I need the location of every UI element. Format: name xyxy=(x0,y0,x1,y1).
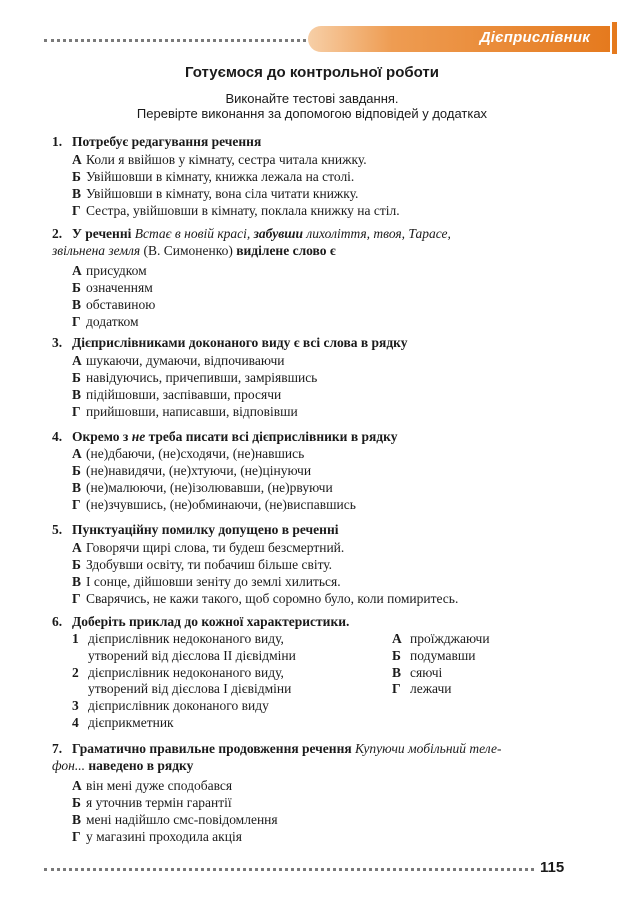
option-letter: А xyxy=(72,778,82,793)
option-text: Увійшовши в кімнату, книжка лежала на столі. xyxy=(86,169,355,185)
option-text: Сестра, увійшовши в кімнату, поклала книжку на стіл. xyxy=(86,203,400,219)
option xyxy=(72,185,572,202)
item-number: 2 xyxy=(72,664,79,680)
item-text: дієприслівник доконаного виду xyxy=(88,698,269,714)
question-number: 5. xyxy=(52,522,63,537)
quote-text: лихоліття, твоя, Тарасе, xyxy=(306,226,451,241)
question-7 xyxy=(52,740,572,774)
option-text: (не)дбаючи, (не)сходячи, (не)навшись xyxy=(86,446,305,461)
question-number: 1. xyxy=(52,134,63,149)
option-letter: А xyxy=(72,540,82,555)
question-1-options xyxy=(72,151,572,219)
option-letter: В xyxy=(72,812,82,828)
option-letter: В xyxy=(72,186,82,202)
option-letter: Г xyxy=(72,591,81,607)
question-4-options xyxy=(72,445,572,513)
answer-text: подумавши xyxy=(410,647,476,663)
option-letter: А xyxy=(72,263,82,278)
option-text: Увійшовши в кімнату, вона сіла читати книжку. xyxy=(86,186,359,202)
match-row xyxy=(72,665,572,682)
option-text: означенням xyxy=(86,280,153,296)
item-text: утворений від дієслова ІІ дієвідміни xyxy=(88,647,296,663)
option-text: Сварячись, не кажи такого, щоб соромно було, коли помиритесь. xyxy=(86,591,459,607)
question-text: треба писати всі дієприслівники в рядку xyxy=(148,429,398,444)
option-letter: Г xyxy=(72,404,81,420)
option-letter: В xyxy=(72,387,82,403)
question-number: 4. xyxy=(52,429,63,444)
option xyxy=(72,811,572,828)
option xyxy=(72,828,572,845)
option xyxy=(72,403,572,420)
option-letter: Б xyxy=(72,280,81,296)
option-letter: Б xyxy=(72,169,81,185)
option-text: навідуючись, причепивши, замріявшись xyxy=(86,370,318,386)
question-text: Пунктуаційну помилку допущено в реченні xyxy=(72,522,339,537)
option-text: шукаючи, думаючи, відпочиваючи xyxy=(86,353,285,368)
option xyxy=(72,479,572,496)
item-text: дієприкметник xyxy=(88,714,174,730)
match-row xyxy=(72,698,572,715)
answer-letter: В xyxy=(392,664,402,680)
option xyxy=(72,262,572,279)
question-number: 3. xyxy=(52,335,63,350)
question-3 xyxy=(52,334,572,351)
match-row xyxy=(72,631,572,648)
question-7-options xyxy=(72,777,572,845)
option-letter: Г xyxy=(72,314,81,330)
question-6-matching xyxy=(72,631,572,732)
option xyxy=(72,386,572,403)
item-number: 4 xyxy=(72,714,79,730)
subtitle-instructions: Виконайте тестові завдання. xyxy=(225,91,399,106)
item-number: 3 xyxy=(72,698,79,714)
answer-text: проїжджаючи xyxy=(410,631,490,646)
item-text: дієприслівник недоконаного виду, xyxy=(88,631,284,646)
option-text: додатком xyxy=(86,314,139,330)
match-row xyxy=(72,715,572,732)
page-number: 115 xyxy=(540,859,565,876)
question-2-options xyxy=(72,262,572,330)
subtitle-answers-note: Перевірте виконання за допомогою відповідей у додатках xyxy=(136,106,488,121)
option-letter: А xyxy=(72,152,82,167)
option-text: (не)зчувшись, (не)обминаючи, (не)виспавшись xyxy=(86,497,356,513)
question-text: Окремо з xyxy=(72,429,129,444)
question-text: Граматично правильне продовження речення xyxy=(72,741,352,756)
option-text: присудком xyxy=(86,263,147,278)
option xyxy=(72,445,572,462)
option-letter: Б xyxy=(72,557,81,573)
option xyxy=(72,168,572,185)
option xyxy=(72,590,572,607)
question-number: 7. xyxy=(52,741,63,756)
quote-text: Встає в новій красі, xyxy=(134,226,251,241)
option xyxy=(72,539,572,556)
question-3-options xyxy=(72,352,572,420)
option-text: (не)навидячи, (не)хтуючи, (не)цінуючи xyxy=(86,463,312,479)
question-text: Потребує редагування речення xyxy=(72,134,262,149)
option xyxy=(72,573,572,590)
question-text: У реченні xyxy=(72,226,132,241)
question-number: 2. xyxy=(52,226,63,241)
option-text: Коли я ввійшов у кімнату, сестра читала книжку. xyxy=(86,152,367,167)
answer-letter: Б xyxy=(392,647,401,663)
option-text: Здобувши освіту, ти побачиш більше світу. xyxy=(86,557,333,573)
quote-author: (В. Симоненко) xyxy=(143,243,233,258)
option-letter: Б xyxy=(72,370,81,386)
question-text: Доберіть приклад до кожної характеристики. xyxy=(72,614,350,629)
option xyxy=(72,313,572,330)
option xyxy=(72,151,572,168)
option-text: обставиною xyxy=(86,297,156,313)
option-text: мені надійшло смс-повідомлення xyxy=(86,812,278,828)
option xyxy=(72,794,572,811)
option-text: у магазині проходила акція xyxy=(86,829,242,845)
option xyxy=(72,296,572,313)
question-text: Дієприслівниками доконаного виду є всі слова в рядку xyxy=(72,335,408,350)
option-text: прийшовши, написавши, відповівши xyxy=(86,404,298,420)
option xyxy=(72,462,572,479)
option-letter: Б xyxy=(72,795,81,811)
footer-dotted-rule xyxy=(44,868,534,871)
option xyxy=(72,279,572,296)
question-6 xyxy=(52,613,572,630)
option xyxy=(72,777,572,794)
match-row xyxy=(72,648,572,665)
option-text: підійшовши, заспівавши, просячи xyxy=(86,387,282,403)
option xyxy=(72,352,572,369)
question-text: наведено в рядку xyxy=(88,758,194,773)
quote-text: звільнена земля xyxy=(52,243,141,258)
option xyxy=(72,202,572,219)
option xyxy=(72,496,572,513)
answer-letter: Г xyxy=(392,681,401,697)
question-number: 6. xyxy=(52,614,63,629)
option-letter: А xyxy=(72,353,82,368)
option-letter: В xyxy=(72,480,82,496)
option-letter: Б xyxy=(72,463,81,479)
option-letter: А xyxy=(72,446,82,461)
chapter-tab xyxy=(308,26,610,52)
question-5 xyxy=(52,521,572,538)
answer-text: сяючі xyxy=(410,664,443,680)
item-text: утворений від дієслова І дієвідміни xyxy=(88,681,292,697)
option-text: (не)малюючи, (не)ізолювавши, (не)рвуючи xyxy=(86,480,333,496)
item-number: 1 xyxy=(72,631,79,646)
page-title: Готуємося до контрольної роботи xyxy=(184,64,439,81)
chapter-title: Дієприслівник xyxy=(479,29,590,46)
item-text: дієприслівник недоконаного виду, xyxy=(88,664,284,680)
option-letter: В xyxy=(72,297,82,313)
option-letter: В xyxy=(72,574,82,590)
answer-letter: А xyxy=(392,631,402,646)
question-4 xyxy=(52,428,572,445)
option-text: він мені дуже сподобався xyxy=(86,778,233,793)
chapter-tab-edge xyxy=(612,22,617,54)
option-text: Говорячи щирі слова, ти будеш безсмертний. xyxy=(86,540,345,555)
quote-text: фон... xyxy=(52,758,85,773)
option-letter: Г xyxy=(72,203,81,219)
option-letter: Г xyxy=(72,497,81,513)
option xyxy=(72,369,572,386)
question-5-options xyxy=(72,539,572,607)
question-2 xyxy=(52,225,572,259)
match-row xyxy=(72,681,572,698)
option xyxy=(72,556,572,573)
quote-text: Купуючи мобільний теле- xyxy=(355,741,502,756)
option-text: І сонце, дійшовши зеніту до землі хилиться. xyxy=(86,574,341,590)
answer-text: лежачи xyxy=(410,681,452,697)
option-letter: Г xyxy=(72,829,81,845)
question-1 xyxy=(52,133,572,150)
header-dotted-rule xyxy=(44,39,306,42)
particle-ne: не xyxy=(131,429,146,444)
option-text: я уточнив термін гарантії xyxy=(86,795,232,811)
question-text: виділене слово є xyxy=(236,243,336,258)
highlighted-word: забувши xyxy=(253,226,303,241)
